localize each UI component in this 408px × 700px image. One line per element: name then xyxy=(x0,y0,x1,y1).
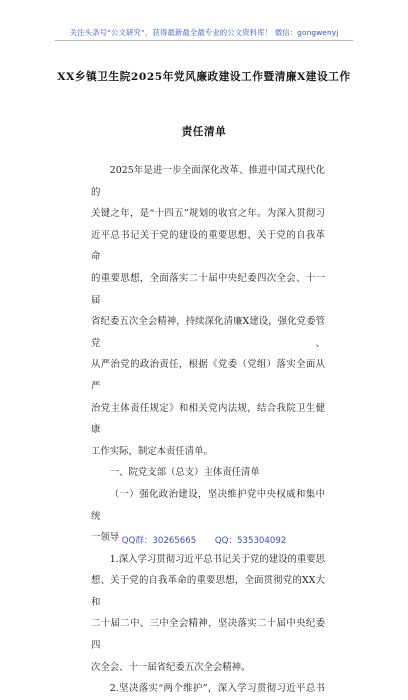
document-subtitle: 责任清单 xyxy=(181,126,227,138)
body-line: 治党主体责任规定》和相关党内法规，结合我院卫生健康 xyxy=(91,402,325,436)
body-line: 1.深入学习贯彻习近平总书记关于党的建设的重要思 xyxy=(109,553,325,565)
subsection-heading-cont: 一领导 xyxy=(91,532,120,544)
body-line: 关键之年，是“十四五”规划的收官之年。为深入贯彻习 xyxy=(91,208,325,220)
body-line: 工作实际，制定本责任清单。 xyxy=(91,445,213,457)
header-banner: 关注头条号“公文研究”，获得最新最全最专业的公文资料库！ 微信：gongwenyj xyxy=(69,28,339,37)
document-title: XX乡镇卫生院2025年党风廉政建设工作暨清廉X建设工作 xyxy=(57,71,351,83)
section-heading: 一、院党支部（总支）主体责任清单 xyxy=(109,467,260,479)
document-body xyxy=(91,160,325,700)
body-line: 的重要思想，全面落实二十届中央纪委四次全会、十一届 xyxy=(91,272,325,306)
body-line: 想、关于党的自我革命的重要思想，全面贯彻党的XX大和 xyxy=(91,575,325,608)
body-line: 从严治党的政治责任，根据《党委（党组）落实全面从严 xyxy=(91,359,325,392)
body-line: 2025年是进一步全面深化改革、推进中国式现代化的 xyxy=(91,165,325,198)
body-line: 2.坚决落实“两个维护”，深入学习贯彻习近平总书 xyxy=(109,683,325,695)
body-line: 近平总书记关于党的建设的重要思想、关于党的自我革命 xyxy=(91,229,325,263)
header-divider xyxy=(55,40,353,41)
footer-contact xyxy=(0,534,408,546)
footer-qq-group: QQ群：30265665 xyxy=(121,536,197,546)
subsection-heading: （一）强化政治建设，坚决维护党中央权威和集中统 xyxy=(91,488,325,522)
body-line: 二十届二中、三中全会精神，坚决落实二十届中央纪委四 xyxy=(91,618,325,652)
body-line: 次全会、十一届省纪委五次全会精神。 xyxy=(91,661,251,673)
footer-qq: QQ：535304092 xyxy=(214,536,287,546)
body-line: 省纪委五次全会精神，持续深化清廉X建设，强化党委管党、 xyxy=(91,316,325,349)
